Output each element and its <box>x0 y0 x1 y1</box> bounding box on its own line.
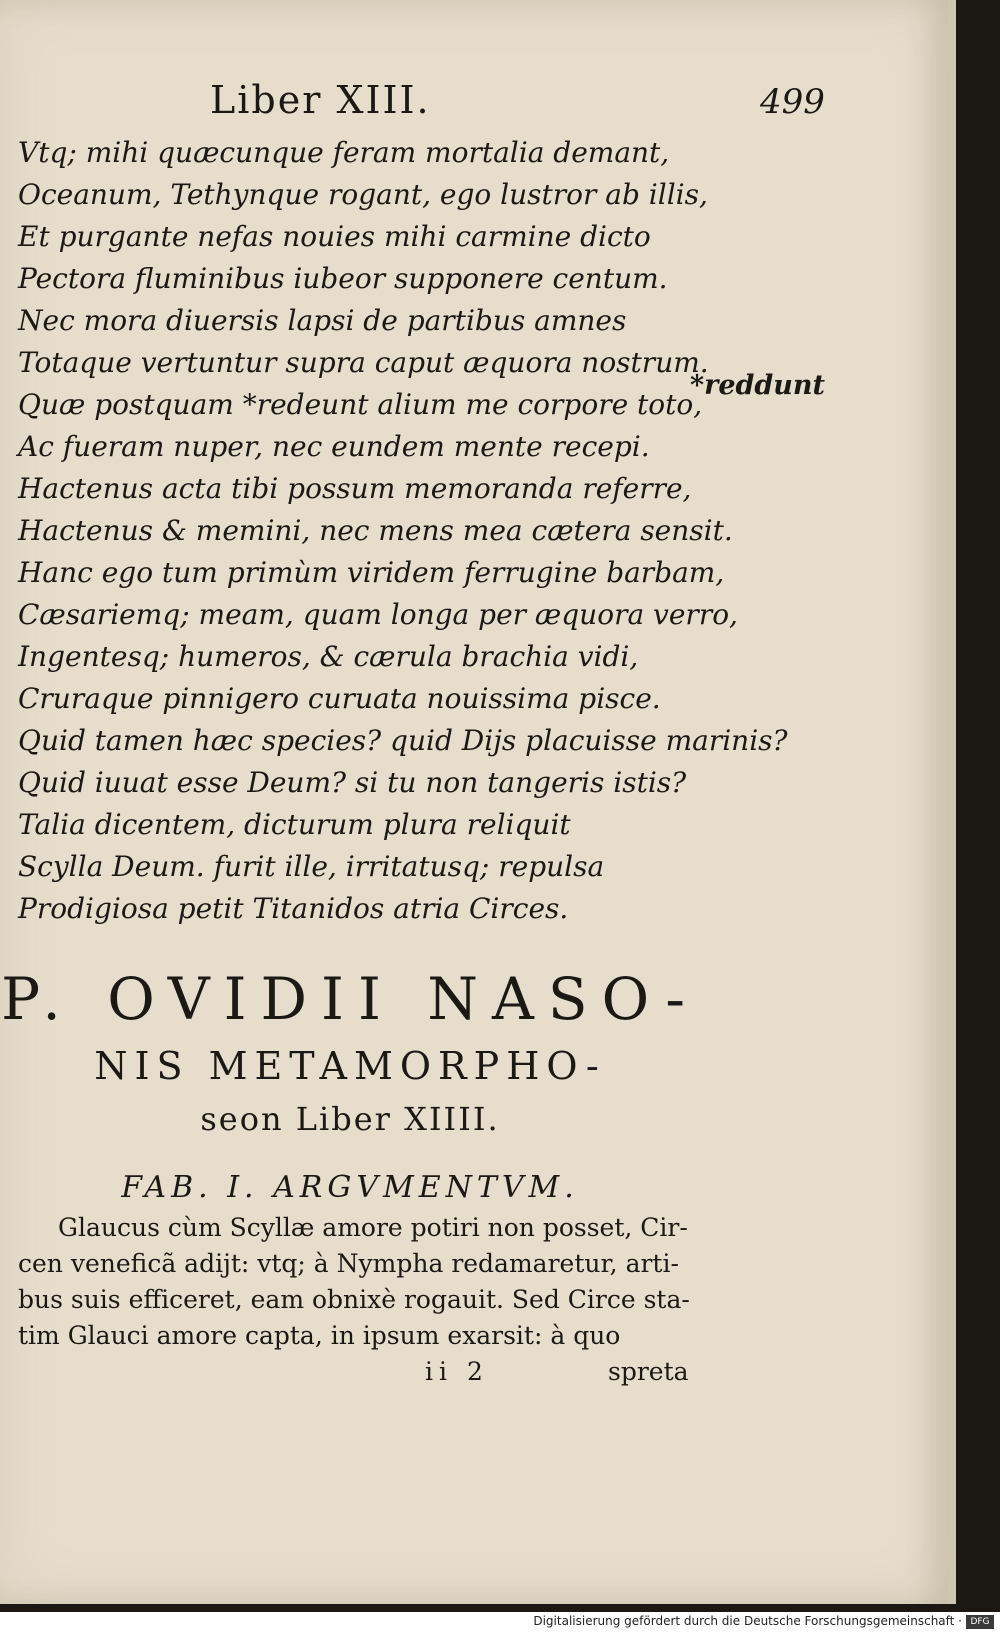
running-head: Liber XIII. <box>210 78 431 122</box>
verse-line: Quid iuuat esse Deum? si tu non tangeris istis? <box>18 766 687 799</box>
verse-block <box>18 132 788 930</box>
argument-line: bus suis efficeret, eam obnixè rogauit. Sed Circe sta- <box>18 1285 690 1314</box>
catchword: spreta <box>608 1357 689 1386</box>
verse-line: Cruraque pinnigero curuata nouissima pisce. <box>18 682 661 715</box>
verse-line: Talia dicentem, dicturum plura reliquit <box>18 808 571 841</box>
verse-line: Scylla Deum. furit ille, irritatusq; repulsa <box>18 850 605 883</box>
marginal-note: *reddunt <box>690 370 826 401</box>
verse-line: Nec mora diuersis lapsi de partibus amnes <box>18 304 627 337</box>
book-title <box>0 962 700 1142</box>
fable-heading: FAB. I. ARGVMENTVM. <box>121 1170 579 1205</box>
verse-line: Prodigiosa petit Titanidos atria Circes. <box>18 892 569 925</box>
book-title-line: NIS METAMORPHO- <box>94 1044 606 1088</box>
book-title-line: P. OVIDII NASO- <box>1 965 699 1033</box>
verse-line: Ac fueram nuper, nec eundem mente recepi. <box>18 430 650 463</box>
verse-line: Et purgante nefas nouies mihi carmine dicto <box>18 220 651 253</box>
verse-line: Oceanum, Tethynque rogant, ego lustror ab illis, <box>18 178 708 211</box>
verse-line: Quid tamen hæc species? quid Dijs placuisse marinis? <box>18 724 788 757</box>
verse-line: Totaque vertuntur supra caput æquora nostrum. <box>18 346 709 379</box>
verse-line: Hactenus & memini, nec mens mea cætera sensit. <box>18 514 733 547</box>
book-title-line: seon Liber XIIII. <box>200 1100 500 1138</box>
verse-line: Hactenus acta tibi possum memoranda referre, <box>18 472 692 505</box>
verse-line: Ingentesq; humeros, & cærula brachia vidi, <box>18 640 639 673</box>
verse-line: Quæ postquam *redeunt alium me corpore toto, <box>18 388 703 421</box>
page-number: 499 <box>760 82 825 122</box>
signature-mark: ii 2 <box>425 1357 489 1386</box>
funding-note: Digitalisierung gefördert durch die Deutsche Forschungsgemeinschaft · <box>533 1614 962 1628</box>
verse-line: Hanc ego tum primùm viridem ferrugine barbam, <box>18 556 725 589</box>
argument-line: Glaucus cùm Scyllæ amore potiri non posset, Cir- <box>58 1213 688 1242</box>
dfg-logo: DFG <box>966 1615 994 1629</box>
verse-line: Pectora fluminibus iubeor supponere centum. <box>18 262 668 295</box>
argument-paragraph <box>18 1210 690 1354</box>
argument-line: tim Glauci amore capta, in ipsum exarsit: à quo <box>18 1321 621 1350</box>
verse-line: Vtq; mihi quæcunque feram mortalia demant, <box>18 136 670 169</box>
verse-line: Cæsariemq; meam, quam longa per æquora verro, <box>18 598 738 631</box>
scan-footer <box>0 1612 1000 1632</box>
argument-line: cen veneficã adijt: vtq; à Nympha redamaretur, arti- <box>18 1249 679 1278</box>
